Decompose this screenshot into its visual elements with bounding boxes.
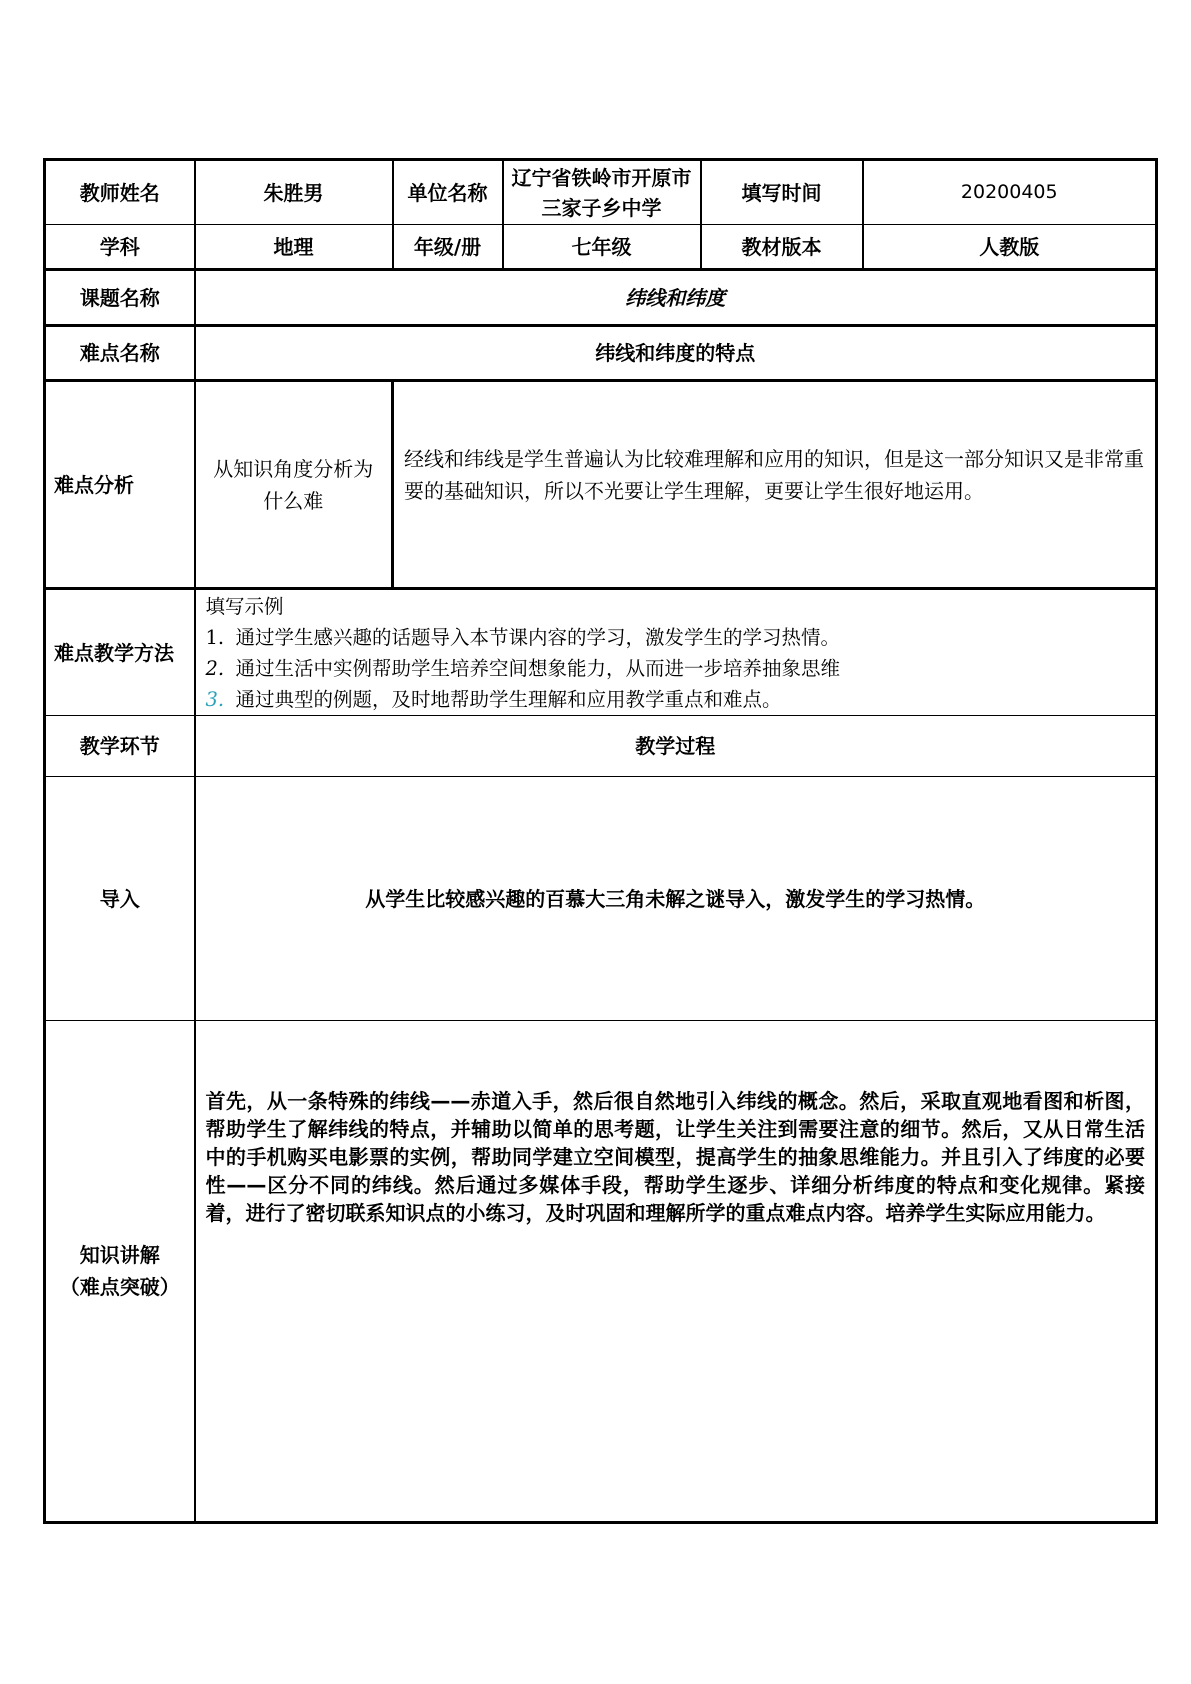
knowledge-label-line1: 知识讲解 <box>79 1243 160 1267</box>
teacher-name-label: 教师姓名 <box>45 160 195 225</box>
row-subject-info <box>45 225 1157 270</box>
unit-name-label: 单位名称 <box>393 160 503 225</box>
analysis-label: 难点分析 <box>45 381 195 589</box>
grade-label: 年级/册 <box>393 225 503 270</box>
knowledge-label-line2: （难点突破） <box>59 1275 180 1299</box>
method-item-3-text: 通过典型的例题，及时地帮助学生理解和应用教学重点和难点。 <box>235 687 782 711</box>
fill-date-value: 20200405 <box>863 160 1157 225</box>
intro-stage-label: 导入 <box>45 777 195 1021</box>
method-item-2 <box>206 653 1148 684</box>
process-stage-header: 教学环节 <box>45 716 195 777</box>
fill-date-label: 填写时间 <box>701 160 863 225</box>
teacher-name-value: 朱胜男 <box>195 160 393 225</box>
topic-label: 课题名称 <box>45 270 195 326</box>
topic-value: 纬线和纬度 <box>195 270 1157 326</box>
process-content-header: 教学过程 <box>195 716 1157 777</box>
row-teaching-method <box>45 589 1157 716</box>
row-intro-stage <box>45 777 1157 1021</box>
lesson-plan-table <box>43 158 1158 1524</box>
difficulty-value: 纬线和纬度的特点 <box>195 326 1157 381</box>
analysis-value: 经线和纬线是学生普遍认为比较难理解和应用的知识，但是这一部分知识又是非常重要的基础知识，所以不光要让学生理解，更要让学生很好地运用。 <box>393 381 1157 589</box>
row-difficulty-name <box>45 326 1157 381</box>
grade-value: 七年级 <box>503 225 701 270</box>
edition-label: 教材版本 <box>701 225 863 270</box>
edition-value: 人教版 <box>863 225 1157 270</box>
row-topic <box>45 270 1157 326</box>
method-item-2-text: 通过生活中实例帮助学生培养空间想象能力，从而进一步培养抽象思维 <box>235 656 841 680</box>
intro-stage-value: 从学生比较感兴趣的百慕大三角未解之谜导入，激发学生的学习热情。 <box>195 777 1157 1021</box>
knowledge-stage-value: 首先，从一条特殊的纬线——赤道入手，然后很自然地引入纬线的概念。然后，采取直观地看图和析图，帮助学生了解纬线的特点，并辅助以简单的思考题，让学生关注到需要注意的细节。然后，又从日常生活中的手机购买电影票的实例，帮助同学建立空间模型，提高学生的抽象思维能力。并且引入了纬度的必要性——区分不同的纬线。然后通过多媒体手段，帮助学生逐步、详细分析纬度的特点和变化规律。紧接着，进行了密切联系知识点的小练习，及时巩固和理解所学的重点难点内容。培养学生实际应用能力。 <box>195 1021 1157 1523</box>
subject-label: 学科 <box>45 225 195 270</box>
row-process-header <box>45 716 1157 777</box>
method-item-1-num: 1. <box>205 625 225 649</box>
difficulty-label: 难点名称 <box>45 326 195 381</box>
method-item-3 <box>206 684 1148 715</box>
subject-value: 地理 <box>195 225 393 270</box>
row-teacher-info <box>45 160 1157 225</box>
unit-name-value: 辽宁省铁岭市开原市三家子乡中学 <box>503 160 701 225</box>
method-content <box>195 589 1157 716</box>
method-item-1-text: 通过学生感兴趣的话题导入本节课内容的学习，激发学生的学习热情。 <box>235 625 841 649</box>
analysis-sub-label: 从知识角度分析为什么难 <box>195 381 393 589</box>
row-knowledge-stage <box>45 1021 1157 1523</box>
method-label: 难点教学方法 <box>45 589 195 716</box>
method-item-2-num: 2. <box>205 656 225 680</box>
method-item-1 <box>206 622 1148 653</box>
knowledge-stage-label <box>45 1021 195 1523</box>
method-intro: 填写示例 <box>205 594 284 618</box>
method-item-3-num: 3. <box>205 687 225 711</box>
row-difficulty-analysis <box>45 381 1157 589</box>
